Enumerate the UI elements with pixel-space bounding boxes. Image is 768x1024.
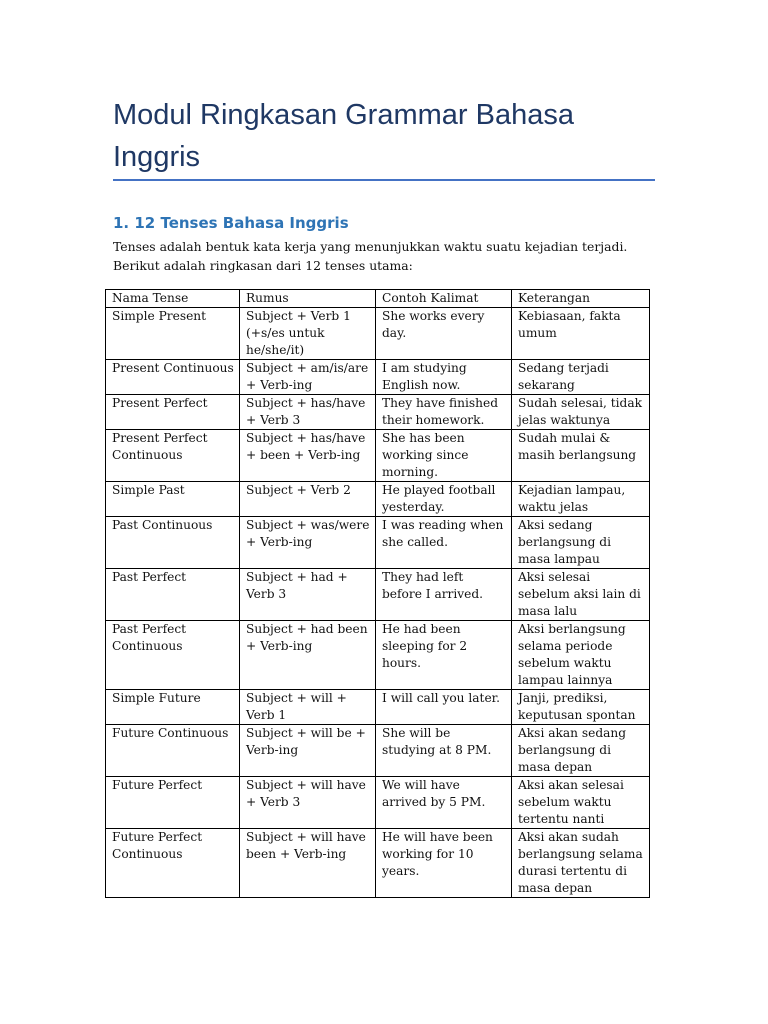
formula-cell: Subject + Verb 2 xyxy=(240,482,376,517)
formula-cell: Subject + will be + Verb-ing xyxy=(240,725,376,777)
description-cell: Aksi akan sudah berlangsung selama durasi tertentu di masa depan xyxy=(512,829,650,898)
formula-cell: Subject + will have + Verb 3 xyxy=(240,777,376,829)
tense-name-cell: Past Continuous xyxy=(106,517,240,569)
example-cell: They had left before I arrived. xyxy=(376,569,512,621)
example-cell: I was reading when she called. xyxy=(376,517,512,569)
tense-name-cell: Future Continuous xyxy=(106,725,240,777)
tense-name-cell: Present Perfect Continuous xyxy=(106,430,240,482)
description-cell: Kejadian lampau, waktu jelas xyxy=(512,482,650,517)
table-row xyxy=(106,517,650,569)
table-row xyxy=(106,395,650,430)
tense-name-cell: Simple Future xyxy=(106,690,240,725)
tense-name-cell: Future Perfect Continuous xyxy=(106,829,240,898)
table-row xyxy=(106,621,650,690)
tense-name-cell: Past Perfect xyxy=(106,569,240,621)
table-row xyxy=(106,360,650,395)
formula-cell: Subject + was/were + Verb-ing xyxy=(240,517,376,569)
example-cell: I will call you later. xyxy=(376,690,512,725)
example-cell: She works every day. xyxy=(376,308,512,360)
table-row xyxy=(106,690,650,725)
formula-cell: Subject + has/have + been + Verb-ing xyxy=(240,430,376,482)
formula-cell: Subject + will have been + Verb-ing xyxy=(240,829,376,898)
title-underline-rule xyxy=(113,179,655,181)
document-title: Modul Ringkasan Grammar Bahasa Inggris xyxy=(113,99,574,173)
example-cell: She will be studying at 8 PM. xyxy=(376,725,512,777)
table-row xyxy=(106,430,650,482)
description-cell: Aksi berlangsung selama periode sebelum waktu lampau lainnya xyxy=(512,621,650,690)
description-cell: Janji, prediksi, keputusan spontan xyxy=(512,690,650,725)
formula-cell: Subject + will + Verb 1 xyxy=(240,690,376,725)
formula-cell: Subject + am/is/are + Verb-ing xyxy=(240,360,376,395)
table-row xyxy=(106,569,650,621)
intro-paragraph: Tenses adalah bentuk kata kerja yang menunjukkan waktu suatu kejadian terjadi. Berikut adalah ringkasan dari 12 tenses utama: xyxy=(113,239,628,273)
section-heading: 1. 12 Tenses Bahasa Inggris xyxy=(113,214,349,232)
description-cell: Aksi akan sedang berlangsung di masa depan xyxy=(512,725,650,777)
table-row xyxy=(106,308,650,360)
tense-name-cell: Simple Past xyxy=(106,482,240,517)
description-cell: Kebiasaan, fakta umum xyxy=(512,308,650,360)
header-cell-tense-name: Nama Tense xyxy=(106,290,240,308)
table-row xyxy=(106,725,650,777)
tenses-table xyxy=(105,289,650,898)
formula-cell: Subject + had been + Verb-ing xyxy=(240,621,376,690)
formula-cell: Subject + Verb 1 (+s/es untuk he/she/it) xyxy=(240,308,376,360)
description-cell: Sudah selesai, tidak jelas waktunya xyxy=(512,395,650,430)
example-cell: He will have been working for 10 years. xyxy=(376,829,512,898)
header-cell-formula: Rumus xyxy=(240,290,376,308)
table-row xyxy=(106,829,650,898)
tense-name-cell: Simple Present xyxy=(106,308,240,360)
table-header-row xyxy=(106,290,650,308)
example-cell: I am studying English now. xyxy=(376,360,512,395)
table-row xyxy=(106,482,650,517)
description-cell: Aksi sedang berlangsung di masa lampau xyxy=(512,517,650,569)
formula-cell: Subject + had + Verb 3 xyxy=(240,569,376,621)
example-cell: He played football yesterday. xyxy=(376,482,512,517)
tense-name-cell: Present Continuous xyxy=(106,360,240,395)
header-cell-description: Keterangan xyxy=(512,290,650,308)
description-cell: Aksi akan selesai sebelum waktu tertentu nanti xyxy=(512,777,650,829)
example-cell: They have finished their homework. xyxy=(376,395,512,430)
description-cell: Sudah mulai & masih berlangsung xyxy=(512,430,650,482)
description-cell: Aksi selesai sebelum aksi lain di masa lalu xyxy=(512,569,650,621)
header-cell-example: Contoh Kalimat xyxy=(376,290,512,308)
tense-name-cell: Past Perfect Continuous xyxy=(106,621,240,690)
tense-name-cell: Present Perfect xyxy=(106,395,240,430)
example-cell: He had been sleeping for 2 hours. xyxy=(376,621,512,690)
description-cell: Sedang terjadi sekarang xyxy=(512,360,650,395)
formula-cell: Subject + has/have + Verb 3 xyxy=(240,395,376,430)
example-cell: We will have arrived by 5 PM. xyxy=(376,777,512,829)
table-row xyxy=(106,777,650,829)
tense-name-cell: Future Perfect xyxy=(106,777,240,829)
example-cell: She has been working since morning. xyxy=(376,430,512,482)
